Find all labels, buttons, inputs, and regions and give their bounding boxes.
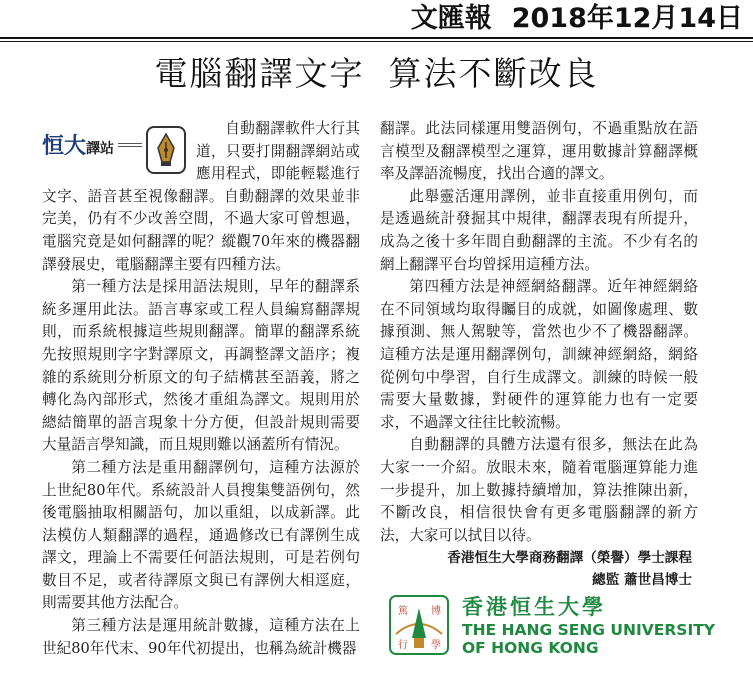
university-logo	[388, 594, 718, 658]
publication-date: 2018年12月14日	[511, 3, 743, 34]
paragraph: 自動翻譯的具體方法還有很多，無法在此為大家一一介紹。放眼未來，隨着電腦運算能力進一步提升，加上數據持續增加，算法推陳出新，不斷改良，相信很快會有更多電腦翻譯的新方法，大家可以拭目以待。	[380, 436, 698, 544]
left-column	[42, 118, 360, 660]
badge-label	[42, 134, 118, 162]
university-name-en-line2: OF HONG KONG	[462, 639, 599, 657]
badge-sub-text: 譯站	[86, 141, 115, 157]
motto-char: 博	[431, 606, 441, 617]
motto-char: 行	[398, 640, 408, 651]
paragraph: 翻譯。此法同樣運用雙語例句，不過重點放在語言模型及翻譯模型之運算，運用數據計算翻譯概率及譯語流暢度，找出合適的譯文。	[380, 120, 698, 183]
author-affiliation: 香港恒生大學商務翻譯（榮譽）學士課程	[447, 550, 692, 567]
newspaper-name: 文匯報	[410, 3, 492, 34]
title-part-1: 電腦翻譯文字	[154, 54, 365, 93]
motto-char: 篤	[398, 606, 408, 617]
pen-nib-icon	[146, 126, 186, 174]
paragraph: 第四種方法是神經網絡翻譯。近年神經網絡在不同領域均取得矚目的成就，如圖像處理、數據預測、無人駕駛等，當然也少不了機器翻譯。這種方法是運用翻譯例句，訓練神經網絡，網絡從例句中學習，自行生成譯文。訓練的時候一般需要大量數據，對硬件的運算能力也有一定要求，不過譯文往往比較流暢。	[380, 278, 698, 431]
author-name: 總監 蕭世昌博士	[592, 572, 692, 589]
title-part-2: 算法不斷改良	[388, 54, 599, 93]
motto-char: 學	[431, 640, 441, 651]
right-column	[380, 118, 698, 591]
paragraph: 此舉靈活運用譯例，並非直接重用例句，而是透過統計發掘其中規律，翻譯表現有所提升，成為之後十多年間自動翻譯的主流。不少有名的網上翻譯平台均曾採用這種方法。	[380, 187, 698, 273]
badge-main-text: 恒大	[42, 134, 87, 159]
header-rule-thin	[0, 41, 753, 42]
paragraph: 自動翻譯軟件大行其道，只要打開翻譯網站或應用程式，即能輕鬆進行文字、語音甚至視像翻譯。自動翻譯的效果並非完美，仍有不少改善空間，不過大家可曾想過，電腦究竟是如何翻譯的呢？縱觀70年來的機器翻譯發展史，電腦翻譯主要有四種方法。	[42, 120, 360, 273]
university-emblem-icon	[388, 594, 450, 656]
masthead	[411, 2, 743, 36]
paragraph: 第三種方法是運用統計數據，這種方法在上世紀80年代末、90年代初提出，也稱為統計機器	[42, 617, 360, 657]
paragraph: 第二種方法是重用翻譯例句，這種方法源於上世紀80年代。系統設計人員搜集雙語例句，然後電腦抽取相關語句，加以重組，以成新譯。此法模仿人類翻譯的過程，通過修改已有譯例生成譯文，理論上不需要任何語法規則，可是若例句數目不足，或者待譯原文與已有譯例大相逕庭，則需要其他方法配合。	[42, 458, 360, 612]
university-name-en-line1: THE HANG SENG UNIVERSITY	[462, 621, 716, 639]
column-badge	[42, 122, 188, 178]
paragraph: 第一種方法是採用語法規則，早年的翻譯系統多運用此法。語言專家或工程人員編寫翻譯規則，而系統根據這些規則翻譯。簡單的翻譯系統先按照規則字字對譯原文，再調整譯文語序；複雜的系統則分析原文的句子結構甚至語義，將之轉化為內部形式，然後才重組為譯文。規則用於總結簡單的語言現象十分方便，但設計規則需要大量語言學知識，而且規則難以涵蓋所有情況。	[42, 278, 360, 454]
header-rule	[0, 37, 753, 39]
article-title	[0, 52, 753, 96]
university-name-zh: 香港恒生大學	[462, 595, 606, 619]
